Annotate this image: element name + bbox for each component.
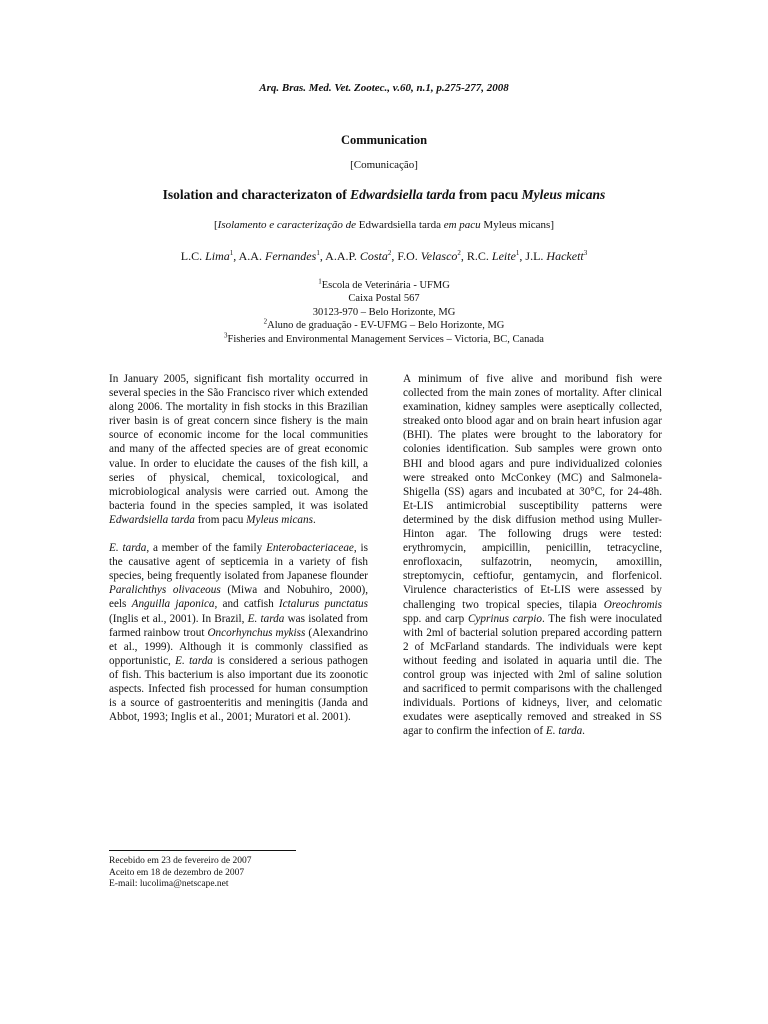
paragraph-text: and catfish [217, 598, 279, 611]
species-name: E. tarda [175, 654, 213, 667]
author-separator: , [233, 249, 239, 263]
author-initials: F.O. [397, 249, 421, 263]
author-surname: Leite [491, 249, 516, 263]
paragraph-text: was isolated from farmed rainbow trout [109, 612, 368, 639]
bracket: ] [550, 219, 555, 231]
paragraph-text: (Alexandrino et al., 1999). Although it is commonly classified as opportunistic, [109, 626, 368, 667]
paragraph-text: A minimum of five alive and moribund fish were collected from the main zones of mortality. After clinical examination, kidney samples were aseptically collected, streaked onto blood agar and on brain heart infusion agar (BHI). The plates were brought to the laboratory for colonies identification. Sub samples were grown onto BHI and blood agars and pure individualized colonies were streaked onto McConkey (MC) and Salmonela-Shigella (SS) agars and incubated at 30°C, for 24-48h. Et-LIS antimicrobial susceptibility patterns were determined by the disk diffusion method using Muller-Hinton agar. The following drugs were tested: erythromycin, ampicillin, penicillin, tetracycline, enrofloxacin, sulfazotrin, neomycin, amoxillin, streptomycin, ceftiofur, gentamycin, and florfenicol. Virulence characteristics of Et-LIS were assessed by challenging two tropical species, tilapia [403, 373, 662, 611]
species-name: E. tarda, [109, 542, 150, 555]
author-initials: A.A.P. [325, 249, 360, 263]
article-title-portuguese [0, 219, 768, 231]
author-affiliation-mark: 1 [515, 249, 520, 257]
paragraph-text: . [312, 513, 316, 526]
journal-citation: Arq. Bras. Med. Vet. Zootec., v.60, n.1, p.275-277, 2008 [259, 82, 509, 94]
author-initials: A.A. [238, 249, 265, 263]
paragraph-text: . [582, 725, 585, 738]
title-text-part: Isolation and characterizaton of [162, 187, 351, 202]
author [325, 249, 397, 263]
footnotes [109, 856, 251, 891]
author [181, 249, 239, 263]
author-separator: , [519, 249, 526, 263]
title-species-name: Edwardsiella tarda [350, 187, 456, 202]
footnote-received: Recebido em 23 de fevereiro de 2007 [109, 856, 252, 866]
paragraph-background [109, 541, 368, 724]
author-separator: , [391, 249, 398, 263]
author-surname: Hackett [546, 249, 584, 263]
species-name: Oncorhynchus mykiss [207, 626, 306, 639]
author [397, 249, 467, 263]
bracket: [ [213, 219, 218, 231]
affiliation-mark: 1 [318, 277, 322, 286]
author-surname: Costa [359, 249, 388, 263]
paragraph-text: (Miwa and Nobuhiro, 2000), eels [109, 584, 368, 611]
paragraph-text: is considered a serious pathogen of fish. This bacterium is also important due its zoonotic aspects. Infected fish processed for human consumption is a source of gastroenteritis and meningitis (Janda and Abbot, 1993; Inglis et al., 2001; Muratori et al. 2001). [109, 654, 368, 724]
section-heading-portuguese [0, 159, 768, 171]
title-species-name: Myleus micans [521, 187, 606, 202]
species-name: Anguilla japonica, [131, 598, 218, 611]
paragraph-text: , is the causative agent of septicemia in a variety of fish species, being frequently isolated from Japanese flounder [109, 542, 369, 583]
paragraph-text: In January 2005, significant fish mortality occurred in several species in the São Francisco river which extended along 2006. The mortality in fish stocks in this Brazilian river basin is of great concern since fishery is the main source of economic income for the local communities and many of the affected species are of great economic value. In order to elucidate the causes of the fish kill, a series of physical, chemical, toxicological, and microbiological analysis were carried out. Among the bacteria found in the species sampled, it was isolated [109, 373, 368, 512]
author-affiliation-mark: 2 [387, 249, 392, 257]
affiliation-1-address: Caixa Postal 567 [348, 293, 420, 305]
author [525, 249, 587, 263]
body-column-left [109, 372, 368, 738]
affiliation-1 [0, 279, 768, 292]
footnote-accepted: Aceito em 18 de dezembro de 2007 [109, 867, 245, 878]
author-affiliation-mark: 3 [583, 249, 588, 257]
article-title [0, 187, 768, 203]
affiliation-2 [0, 319, 768, 332]
title-pt-phrase: em pacu [443, 219, 481, 231]
title-pt-species: Edwardsiella tarda [356, 219, 444, 231]
affiliation-1-postcode: 30123-970 – Belo Horizonte, MG [312, 306, 456, 318]
affiliation-text: Aluno de graduação - EV-UFMG – Belo Horizonte, MG [267, 320, 505, 332]
paragraph-text: (Inglis et al., 2001). In Brazil, [109, 612, 248, 625]
author [239, 249, 326, 263]
author-affiliation-mark: 1 [229, 249, 234, 257]
author-separator: , [319, 249, 326, 263]
author-initials: R.C. [466, 249, 492, 263]
affiliations [0, 279, 768, 346]
species-name: Cyprinus carpio [467, 612, 542, 625]
affiliation-mark: 3 [224, 331, 228, 340]
species-name: E. tarda [247, 612, 285, 625]
paragraph-text: from pacu [194, 513, 247, 526]
author [467, 249, 526, 263]
paragraph-text: a member of the family [149, 542, 267, 555]
author-initials: L.C. [180, 249, 206, 263]
author-surname: Velasco [420, 249, 458, 263]
species-name: Ictalurus punctatus [278, 598, 368, 611]
author-list [0, 249, 768, 264]
affiliation-text: Escola de Veterinária - UFMG [321, 280, 450, 291]
section-heading: Communication [340, 133, 428, 147]
affiliation-mark: 2 [263, 317, 268, 326]
species-name: Paralichthys olivaceous [109, 584, 221, 597]
section-heading-portuguese-text: [Comunicação] [350, 159, 418, 171]
species-name: Edwardsiella tarda [109, 513, 195, 526]
species-name: E. tarda [545, 725, 583, 738]
author-surname: Lima [205, 249, 230, 263]
affiliation-text: Fisheries and Environmental Management Services – Victoria, BC, Canada [227, 333, 544, 345]
author-initials: J.L. [525, 249, 547, 263]
title-text-part: from pacu [455, 187, 522, 202]
paragraph-text: . The fish were inoculated with 2ml of bacterial solution prepared according pattern 2 of McFarland standards. The individuals were kept without feeding and isolated in aquaria until die. The control group was injected with 2ml of saline solution and sacrificed to permit comparisons with the challenged individuals. Portions of kidneys, liver, and celomatic exudates were aseptically removed and streaked in SS agar to confirm the infection of [403, 612, 663, 738]
author-separator: , [460, 249, 467, 263]
author-affiliation-mark: 1 [316, 249, 320, 257]
title-pt-species: Myleus micans [480, 219, 551, 231]
author-affiliation-mark: 2 [457, 249, 461, 257]
footnote-divider [109, 850, 296, 851]
footnote-email: E-mail: lucolima@netscape.net [109, 879, 229, 890]
title-pt-phrase: Isolamento e caracterização de [217, 219, 357, 231]
paragraph-methods [403, 372, 662, 738]
body-column-right [403, 372, 662, 752]
species-name: Myleus micans [246, 513, 313, 526]
paragraph-text: spp. and carp [403, 612, 468, 625]
family-name: Enterobacteriaceae [266, 542, 354, 555]
affiliation-3 [0, 333, 768, 346]
species-name: Oreochromis [603, 598, 662, 611]
paragraph-introduction [109, 372, 368, 527]
author-surname: Fernandes [264, 249, 317, 263]
